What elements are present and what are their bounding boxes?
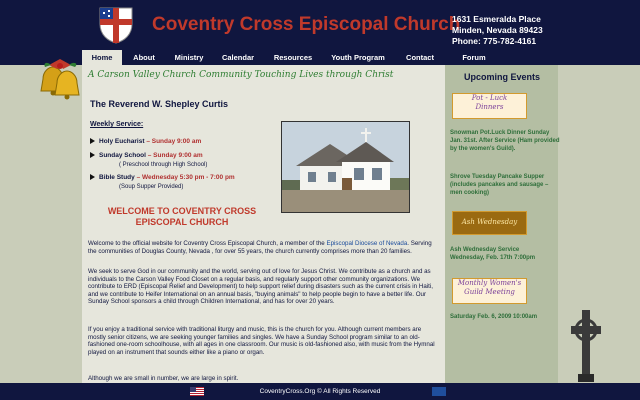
shrove-event-text: Shrove Tuesday Pancake Supper (includes pancakes and sausage – men cooking)	[450, 174, 549, 196]
ash-wednesday-badge[interactable]: Ash Wednesday	[452, 211, 527, 235]
ash-event-line-2: Wednesday, Feb. 17th 7:00pm	[450, 255, 536, 261]
phone-number: Phone: 775-782-4161	[452, 36, 537, 46]
service-time: – Sunday 9:00 am	[147, 152, 203, 159]
weekly-service-label: Weekly Service:	[90, 121, 144, 128]
service-name: Sunday School	[99, 152, 146, 159]
service-item	[90, 174, 235, 181]
service-item	[90, 152, 203, 159]
potluck-event-text: Snowman Pot.Luck Dinner Sunday Jan. 31st. After Service (Ham provided by the women's Guild).	[450, 130, 560, 152]
church-photo-image	[282, 122, 409, 212]
upcoming-events-title: Upcoming Events	[463, 72, 540, 82]
address-line-1: 1631 Esmeralda Place	[452, 14, 541, 24]
diocese-link[interactable]: Episcopal Diocese of Nevada	[326, 240, 408, 247]
bullet-arrow-icon	[90, 174, 95, 180]
guild-event-text: Saturday Feb. 6, 2009 10:00am	[450, 314, 538, 320]
potluck-badge-line-2: Dinners	[475, 103, 504, 111]
address-line-2: Minden, Nevada 89423	[452, 25, 543, 35]
reverend-name: The Reverend W. Shepley Curtis	[90, 99, 229, 109]
bullet-arrow-icon	[90, 152, 95, 158]
monthly-badge-line-1: Monthly Women's	[457, 279, 522, 287]
potluck-badge[interactable]	[452, 93, 527, 119]
intro-text-b: . Serving the communities of Douglas County, Nevada , for over 55 years, the church currently comprises more than 20 families.	[88, 240, 432, 255]
intro-paragraph	[88, 240, 440, 255]
welcome-line-2: EPISCOPAL CHURCH	[135, 217, 229, 227]
potluck-badge-line-1: Pot - Luck	[471, 94, 508, 102]
service-name: Bible Study	[99, 174, 135, 181]
ash-event-text	[450, 246, 562, 262]
service-time: – Wednesday 5:30 pm - 7:00 pm	[136, 174, 235, 181]
service-note: ( Preschool through High School)	[119, 162, 208, 168]
nav-ministry[interactable]: Ministry	[174, 53, 204, 62]
service-note: (Soup Supper Provided)	[119, 184, 184, 190]
ash-event-line-1: Ash Wednesday Service	[450, 247, 520, 253]
footer-copyright: CoventryCross.Org © All Rights Reserved	[259, 388, 381, 395]
welcome-line-1: WELCOME TO COVENTRY CROSS	[107, 206, 257, 216]
site-title[interactable]: Coventry Cross Episcopal Church	[152, 14, 461, 35]
nav-calendar[interactable]: Calendar	[221, 53, 255, 62]
service-paragraph: We seek to serve God in our community and the world, serving out of love for Jesus Christ. We contribute as a church and as individuals to the Carson Valley Food Closet on a regular basis, and regularly support other community organizations. We contribute to ERD (Episcopal Relief and Development) to help support relief during disasters such as the current crisis in Haiti, and we contribute to Heifer International on an annual basis, "buying animals" to help people begin to have a better life. Our Sunday School sponsors a child through Children International, and has for over 20 years.	[88, 268, 433, 306]
monthly-guild-badge[interactable]	[452, 278, 527, 304]
contact-info	[452, 14, 543, 47]
bullet-arrow-icon	[90, 138, 95, 144]
nav-resources[interactable]: Resources	[273, 53, 313, 62]
intro-text-a: Welcome to the official website for Coventry Cross Episcopal Church, a member of the	[88, 240, 327, 247]
service-time: – Sunday 9:00 am	[146, 138, 202, 145]
celtic-cross-icon	[568, 308, 604, 383]
welcome-heading	[96, 206, 268, 228]
service-item	[90, 138, 201, 145]
nav-contact[interactable]: Contact	[406, 53, 434, 62]
nav-home[interactable]: Home	[82, 50, 122, 65]
service-name: Holy Eucharist	[99, 138, 145, 145]
nav-youth-program[interactable]: Youth Program	[331, 53, 385, 62]
monthly-badge-line-2: Guild Meeting	[464, 288, 515, 296]
episcopal-shield-icon	[98, 6, 134, 44]
tradition-paragraph: If you enjoy a traditional service with traditional liturgy and music, this is the church for you. Although current members are mostly senior citizens, we are seeking younger families and singles. We have a Sunday School program similar to an old-fashioned one-room schoolhouse, with all ages in one classroom. Our music is old-fashioned also, with music from the Hymnal played on an instrument that sounds either like a piano or organ.	[88, 326, 435, 356]
closing-paragraph: Although we are small in number, we are large in spirit.	[88, 375, 239, 382]
nevada-flag-icon	[432, 387, 446, 396]
nav-forum[interactable]: Forum	[462, 53, 486, 62]
christmas-bells-icon	[35, 57, 85, 109]
tagline: A Carson Valley Church Community Touching Lives through Christ	[88, 70, 394, 80]
church-photo	[281, 121, 410, 213]
nav-about[interactable]: About	[133, 53, 155, 62]
